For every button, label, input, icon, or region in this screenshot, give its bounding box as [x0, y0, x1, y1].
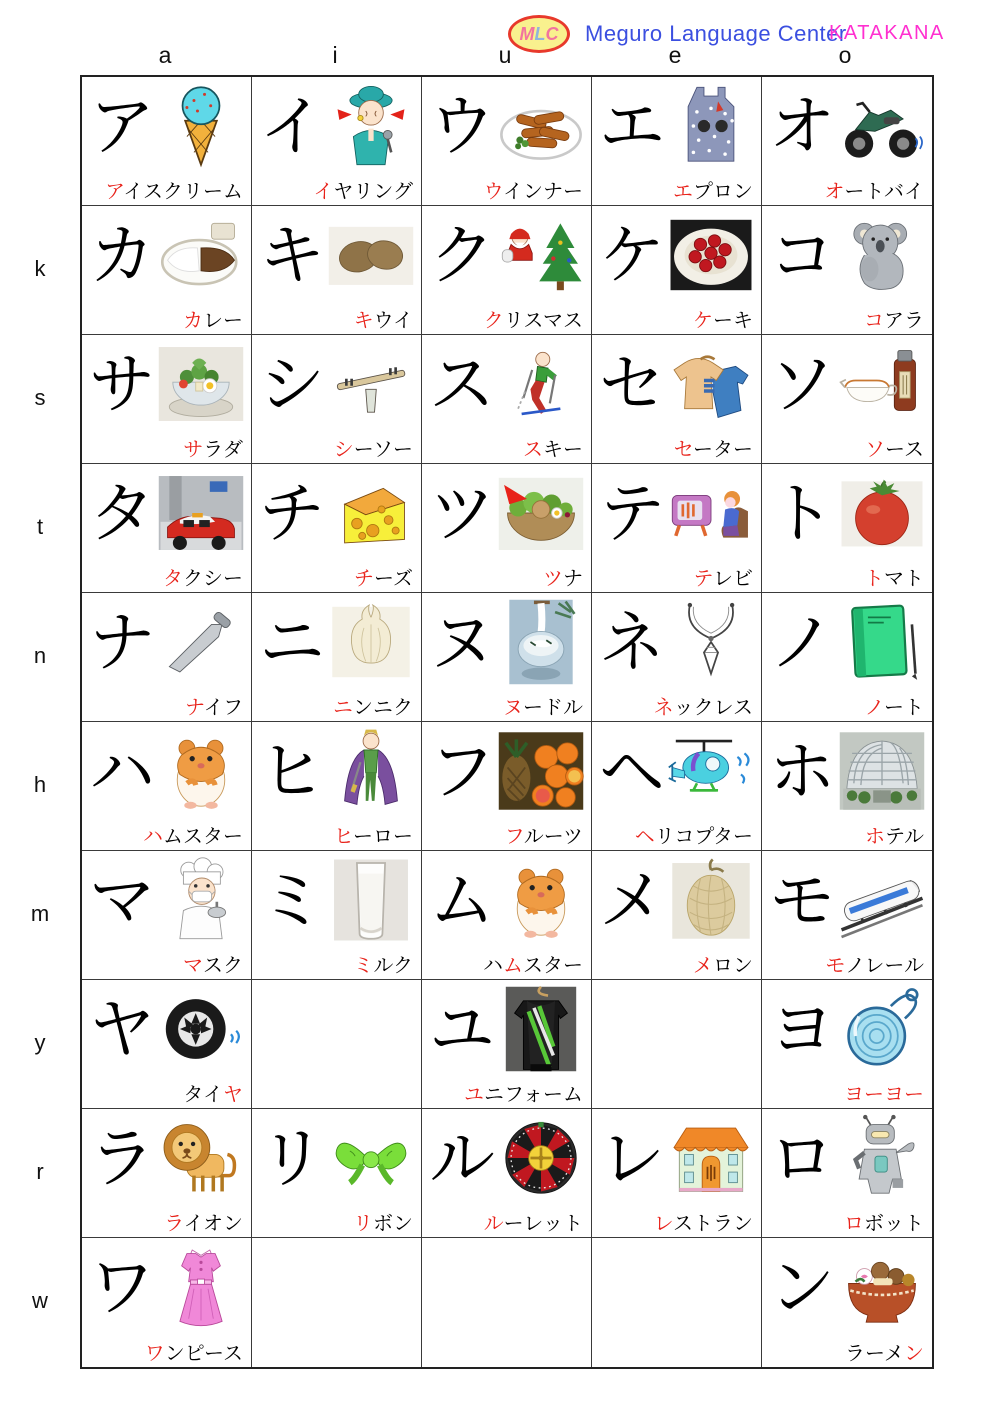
tuna-salad-icon	[496, 469, 586, 557]
cell-word: ラーメン	[845, 1341, 924, 1365]
cell-kana: キ	[259, 217, 325, 294]
cell-word: イヤリング	[313, 179, 413, 203]
cell-word: タイヤ	[183, 1082, 243, 1106]
kana-cell-チ	[252, 464, 422, 593]
earring-icon	[326, 82, 416, 170]
cell-word: ナイフ	[184, 695, 243, 719]
cell-word: ノート	[864, 695, 924, 719]
kana-cell-シ	[252, 335, 422, 464]
cell-kana: テ	[599, 475, 665, 552]
lion-icon	[156, 1114, 246, 1202]
cell-word: スキー	[523, 437, 583, 461]
cell-word: マスク	[183, 953, 243, 977]
motorbike-icon	[837, 82, 927, 170]
cell-word: エプロン	[673, 179, 753, 203]
cell-kana: ソ	[769, 346, 835, 423]
cell-word: チーズ	[354, 566, 413, 590]
kana-cell-ツ	[422, 464, 592, 593]
salad-icon	[156, 340, 246, 428]
cell-word: ソース	[865, 437, 924, 461]
cell-kana: ツ	[429, 475, 495, 552]
cell-word: ツナ	[543, 566, 583, 590]
cell-kana: タ	[89, 475, 155, 552]
cheese-icon	[326, 469, 416, 557]
cell-word: ハムスター	[483, 953, 583, 977]
kana-cell-カ	[82, 206, 252, 335]
cell-word: キウイ	[353, 308, 413, 332]
cell-word: ライオン	[164, 1211, 243, 1235]
cell-kana: エ	[599, 88, 665, 165]
cell-kana: チ	[259, 475, 325, 552]
cell-word: クリスマス	[483, 308, 583, 332]
cell-kana: ネ	[599, 604, 665, 681]
kana-cell-ス	[422, 335, 592, 464]
kana-cell-ミ	[252, 851, 422, 980]
chart-title: KATAKANA	[829, 22, 945, 44]
cell-word: アイスクリーム	[104, 179, 243, 203]
ice-cream-icon	[156, 82, 246, 170]
cell-kana: シ	[259, 346, 325, 423]
empty-cell	[252, 980, 422, 1109]
cell-kana: ウ	[429, 88, 495, 165]
cell-word: タクシー	[163, 566, 243, 590]
milk-icon	[326, 856, 416, 944]
yoyo-icon	[837, 985, 927, 1073]
dress-icon	[156, 1243, 246, 1331]
empty-cell	[592, 980, 762, 1109]
row-label-t: t	[36, 513, 44, 539]
kiwi-icon	[326, 211, 416, 299]
cell-kana: ヘ	[599, 733, 665, 810]
kana-cell-ラ	[82, 1109, 252, 1238]
cell-kana: ア	[89, 88, 155, 165]
cell-kana: ラ	[89, 1120, 155, 1197]
kana-cell-ホ	[762, 722, 932, 851]
roulette-icon	[496, 1114, 586, 1202]
skier-icon	[496, 340, 586, 428]
cell-word: コアラ	[864, 308, 924, 332]
kana-cell-セ	[592, 335, 762, 464]
hero-icon	[326, 727, 416, 815]
cell-word: ルーレット	[483, 1211, 583, 1235]
kana-cell-イ	[252, 77, 422, 206]
cell-word: ネックレス	[653, 695, 753, 719]
cell-kana: ワ	[89, 1249, 155, 1326]
column-header-e: e	[668, 42, 682, 68]
mask-icon	[156, 856, 246, 944]
kana-cell-ユ	[422, 980, 592, 1109]
cell-word: フルーツ	[504, 824, 583, 848]
cell-kana: ム	[429, 862, 495, 939]
cell-word: ニンニク	[333, 695, 413, 719]
kana-cell-レ	[592, 1109, 762, 1238]
tv-icon	[666, 469, 756, 557]
row-label-y: y	[34, 1029, 46, 1055]
row-label-r: r	[36, 1158, 44, 1184]
kana-cell-オ	[762, 77, 932, 206]
row-label-w: w	[32, 1287, 48, 1313]
logo-letter-m: M	[519, 23, 535, 44]
robot-icon	[837, 1114, 927, 1202]
cell-word: テレビ	[693, 566, 753, 590]
kana-cell-ソ	[762, 335, 932, 464]
tomato-icon	[837, 469, 927, 557]
kana-cell-ナ	[82, 593, 252, 722]
cell-word: ウインナー	[483, 179, 583, 203]
cell-kana: ト	[769, 475, 835, 552]
kana-cell-ク	[422, 206, 592, 335]
kana-cell-ロ	[762, 1109, 932, 1238]
cell-kana: ニ	[259, 604, 325, 681]
cell-word: リボン	[353, 1211, 413, 1235]
row-label-n: n	[33, 642, 47, 668]
column-header-u: u	[498, 42, 512, 68]
sweater-icon	[666, 340, 756, 428]
cell-word: ミルク	[353, 953, 413, 977]
cell-word: カレー	[183, 308, 243, 332]
koala-icon	[837, 211, 927, 299]
helicopter-icon	[666, 727, 756, 815]
cake-icon	[666, 211, 756, 299]
cell-kana: マ	[89, 862, 155, 939]
cell-word: ヨーヨー	[844, 1082, 924, 1106]
christmas-icon	[496, 211, 586, 299]
cell-kana: セ	[599, 346, 665, 423]
cell-kana: サ	[89, 346, 155, 423]
cell-kana: ナ	[89, 604, 155, 681]
noodles-icon	[496, 598, 586, 686]
cell-kana: レ	[599, 1120, 665, 1197]
kana-cell-ア	[82, 77, 252, 206]
cell-kana: メ	[599, 862, 665, 939]
row-label-s: s	[34, 384, 46, 410]
cell-word: メロン	[693, 953, 753, 977]
kana-cell-メ	[592, 851, 762, 980]
ramen-icon	[837, 1243, 927, 1331]
kana-cell-マ	[82, 851, 252, 980]
kana-cell-ヘ	[592, 722, 762, 851]
kana-cell-ト	[762, 464, 932, 593]
kana-cell-ヤ	[82, 980, 252, 1109]
row-labels	[0, 75, 80, 1365]
kana-cell-ヌ	[422, 593, 592, 722]
empty-cell	[422, 1238, 592, 1367]
cell-kana: オ	[769, 88, 835, 165]
cell-word: サラダ	[183, 437, 243, 461]
cell-kana: ク	[429, 217, 495, 294]
cell-kana: モ	[769, 862, 835, 939]
hotel-icon	[837, 727, 927, 815]
hamster-icon	[496, 856, 586, 944]
empty-cell	[252, 1238, 422, 1367]
column-header-a: a	[158, 42, 172, 68]
empty-cell	[592, 1238, 762, 1367]
cell-word: ワンピース	[144, 1341, 243, 1365]
cell-kana: ヌ	[429, 604, 495, 681]
apron-icon	[666, 82, 756, 170]
logo-letter-c: C	[545, 23, 559, 44]
cell-word: ハムスター	[143, 824, 243, 848]
kana-cell-ハ	[82, 722, 252, 851]
cell-word: トマト	[864, 566, 924, 590]
cell-kana: ヨ	[769, 991, 835, 1068]
row-label-k: k	[34, 255, 46, 281]
kana-grid	[80, 75, 934, 1369]
cell-kana: ミ	[259, 862, 325, 939]
cell-word: ヒーロー	[333, 824, 413, 848]
kana-cell-フ	[422, 722, 592, 851]
cell-word: レストラン	[653, 1211, 753, 1235]
kana-cell-ヒ	[252, 722, 422, 851]
hamster-icon	[156, 727, 246, 815]
seesaw-icon	[326, 340, 416, 428]
cell-kana: リ	[259, 1120, 325, 1197]
cell-kana: コ	[769, 217, 835, 294]
cell-word: ケーキ	[693, 308, 753, 332]
wiener-icon	[496, 82, 586, 170]
cell-word: モノレール	[825, 953, 924, 977]
fruits-icon	[496, 727, 586, 815]
cell-kana: ロ	[769, 1120, 835, 1197]
cell-kana: ユ	[429, 991, 495, 1068]
cell-kana: ケ	[599, 217, 665, 294]
kana-cell-ネ	[592, 593, 762, 722]
restaurant-icon	[666, 1114, 756, 1202]
cell-kana: フ	[429, 733, 495, 810]
center-name: Meguro Language Center	[585, 21, 847, 46]
cell-word: ホテル	[865, 824, 924, 848]
notebook-icon	[837, 598, 927, 686]
kana-cell-コ	[762, 206, 932, 335]
monorail-icon	[837, 856, 927, 944]
uniform-icon	[496, 985, 586, 1073]
row-label-m: m	[30, 900, 50, 926]
kana-cell-ワ	[82, 1238, 252, 1367]
cell-word: ロボット	[844, 1211, 924, 1235]
knife-icon	[156, 598, 246, 686]
curry-icon	[156, 211, 246, 299]
kana-cell-キ	[252, 206, 422, 335]
cell-word: ヌードル	[503, 695, 583, 719]
kana-cell-エ	[592, 77, 762, 206]
cell-word: ヘリコプター	[634, 824, 753, 848]
cell-word: オートバイ	[824, 179, 924, 203]
cell-kana: カ	[89, 217, 155, 294]
kana-cell-リ	[252, 1109, 422, 1238]
column-headers	[80, 42, 930, 72]
cell-kana: ヒ	[259, 733, 325, 810]
sauce-icon	[837, 340, 927, 428]
cell-kana: イ	[259, 88, 325, 165]
kana-cell-テ	[592, 464, 762, 593]
tire-icon	[156, 985, 246, 1073]
kana-cell-ム	[422, 851, 592, 980]
kana-cell-ウ	[422, 77, 592, 206]
kana-cell-ノ	[762, 593, 932, 722]
cell-kana: ル	[429, 1120, 495, 1197]
kana-cell-ケ	[592, 206, 762, 335]
cell-kana: ホ	[769, 733, 835, 810]
kana-cell-モ	[762, 851, 932, 980]
ribbon-icon	[326, 1114, 416, 1202]
kana-cell-ル	[422, 1109, 592, 1238]
cell-kana: ン	[769, 1249, 835, 1326]
row-label-h: h	[33, 771, 47, 797]
cell-kana: ノ	[769, 604, 835, 681]
cell-word: ユニフォーム	[464, 1082, 583, 1106]
taxi-icon	[156, 469, 246, 557]
cell-kana: ス	[429, 346, 495, 423]
cell-kana: ヤ	[89, 991, 155, 1068]
cell-kana: ハ	[89, 733, 155, 810]
column-header-i: i	[332, 42, 338, 68]
necklace-icon	[666, 598, 756, 686]
kana-cell-ニ	[252, 593, 422, 722]
cell-word: シーソー	[333, 437, 413, 461]
kana-cell-ヨ	[762, 980, 932, 1109]
melon-icon	[666, 856, 756, 944]
column-header-o: o	[838, 42, 852, 68]
kana-cell-サ	[82, 335, 252, 464]
logo-letter-l: L	[534, 23, 546, 44]
kana-cell-タ	[82, 464, 252, 593]
kana-cell-ン	[762, 1238, 932, 1367]
garlic-icon	[326, 598, 416, 686]
cell-word: セーター	[673, 437, 753, 461]
